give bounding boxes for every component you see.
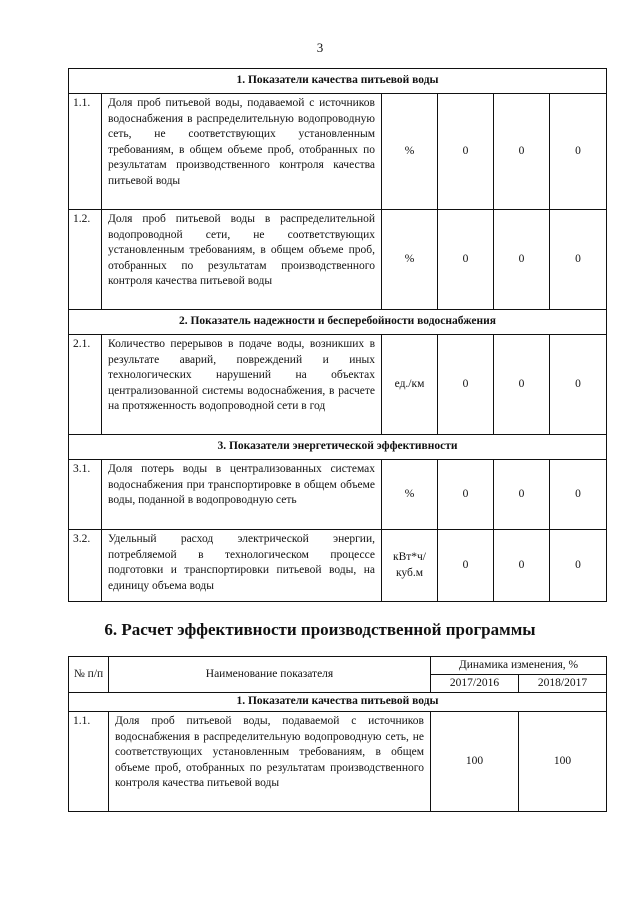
section-header-row (69, 693, 607, 712)
section-title: 1. Показатели качества питьевой воды (69, 69, 607, 94)
table-row (69, 94, 607, 210)
page-number: 3 (316, 40, 324, 55)
value-cell: 0 (494, 210, 550, 310)
column-header-name: Наименование показателя (109, 657, 431, 693)
row-number: 3.1. (69, 460, 102, 530)
value-cell: 0 (494, 94, 550, 210)
value-cell: 0 (550, 210, 607, 310)
table-row (69, 335, 607, 435)
section-title: 2. Показатель надежности и бесперебойности водоснабжения (69, 310, 607, 335)
indicators-table (68, 68, 607, 602)
value-cell: 0 (438, 460, 494, 530)
row-number: 1.2. (69, 210, 102, 310)
indicator-name: Доля проб питьевой воды, подаваемой с источников водоснабжения в распределительную водопроводную сеть, не соответствующих установленным требованиям, в общем объеме проб, отобранных по результатам производственного контроля качества питьевой воды (109, 712, 431, 812)
table-row (69, 712, 607, 812)
column-header-period: 2018/2017 (519, 675, 607, 693)
row-number: 2.1. (69, 335, 102, 435)
section-header-row (69, 69, 607, 94)
column-header-period: 2017/2016 (431, 675, 519, 693)
value-cell: 0 (438, 335, 494, 435)
value-cell: 100 (519, 712, 607, 812)
indicator-name: Доля проб питьевой воды, подаваемой с источников водоснабжения в распределительную водопроводную сеть, не соответствующих установленным требованиям, в общем объеме проб, отобранных по результатам производственного контроля качества питьевой воды (102, 94, 382, 210)
indicator-name: Доля проб питьевой воды в распределительной водопроводной сети, не соответствующих установленным требованиям, в общем объеме проб, отобранных по результатам производственного контроля качества питьевой воды (102, 210, 382, 310)
value-cell: 0 (494, 530, 550, 602)
value-cell: 0 (550, 460, 607, 530)
unit-cell: ед./км (382, 335, 438, 435)
indicator-name: Удельный расход электрической энергии, потребляемой в технологическом процессе подготовки и транспортировки питьевой воды, на единицу объема воды (102, 530, 382, 602)
value-cell: 100 (431, 712, 519, 812)
value-cell: 0 (494, 335, 550, 435)
value-cell: 0 (550, 335, 607, 435)
unit-cell: % (382, 210, 438, 310)
table-row (69, 210, 607, 310)
value-cell: 0 (438, 210, 494, 310)
section-heading: 6. Расчет эффективности производственной программы (104, 620, 536, 639)
row-number: 3.2. (69, 530, 102, 602)
unit-cell: % (382, 460, 438, 530)
indicator-name: Количество перерывов в подаче воды, возникших в результате аварий, повреждений и иных технологических нарушений на объектах централизованной системы водоснабжения, в расчете на протяженность водопроводной сети в год (102, 335, 382, 435)
table-row (69, 530, 607, 602)
value-cell: 0 (438, 530, 494, 602)
column-header-dynamics: Динамика изменения, % (431, 657, 607, 675)
row-number: 1.1. (69, 712, 109, 812)
value-cell: 0 (550, 94, 607, 210)
unit-cell: кВт*ч/ куб.м (382, 530, 438, 602)
value-cell: 0 (494, 460, 550, 530)
value-cell: 0 (438, 94, 494, 210)
table-row (69, 460, 607, 530)
section-header-row (69, 435, 607, 460)
section-title: 3. Показатели энергетической эффективности (69, 435, 607, 460)
section-title: 1. Показатели качества питьевой воды (69, 693, 607, 712)
row-number: 1.1. (69, 94, 102, 210)
table-header-row (69, 657, 607, 675)
value-cell: 0 (550, 530, 607, 602)
indicator-name: Доля потерь воды в централизованных системах водоснабжения при транспортировке в общем объеме воды, поданной в водопроводную сеть (102, 460, 382, 530)
section-header-row (69, 310, 607, 335)
unit-cell: % (382, 94, 438, 210)
efficiency-table (68, 656, 607, 812)
column-header-number: № п/п (69, 657, 109, 693)
